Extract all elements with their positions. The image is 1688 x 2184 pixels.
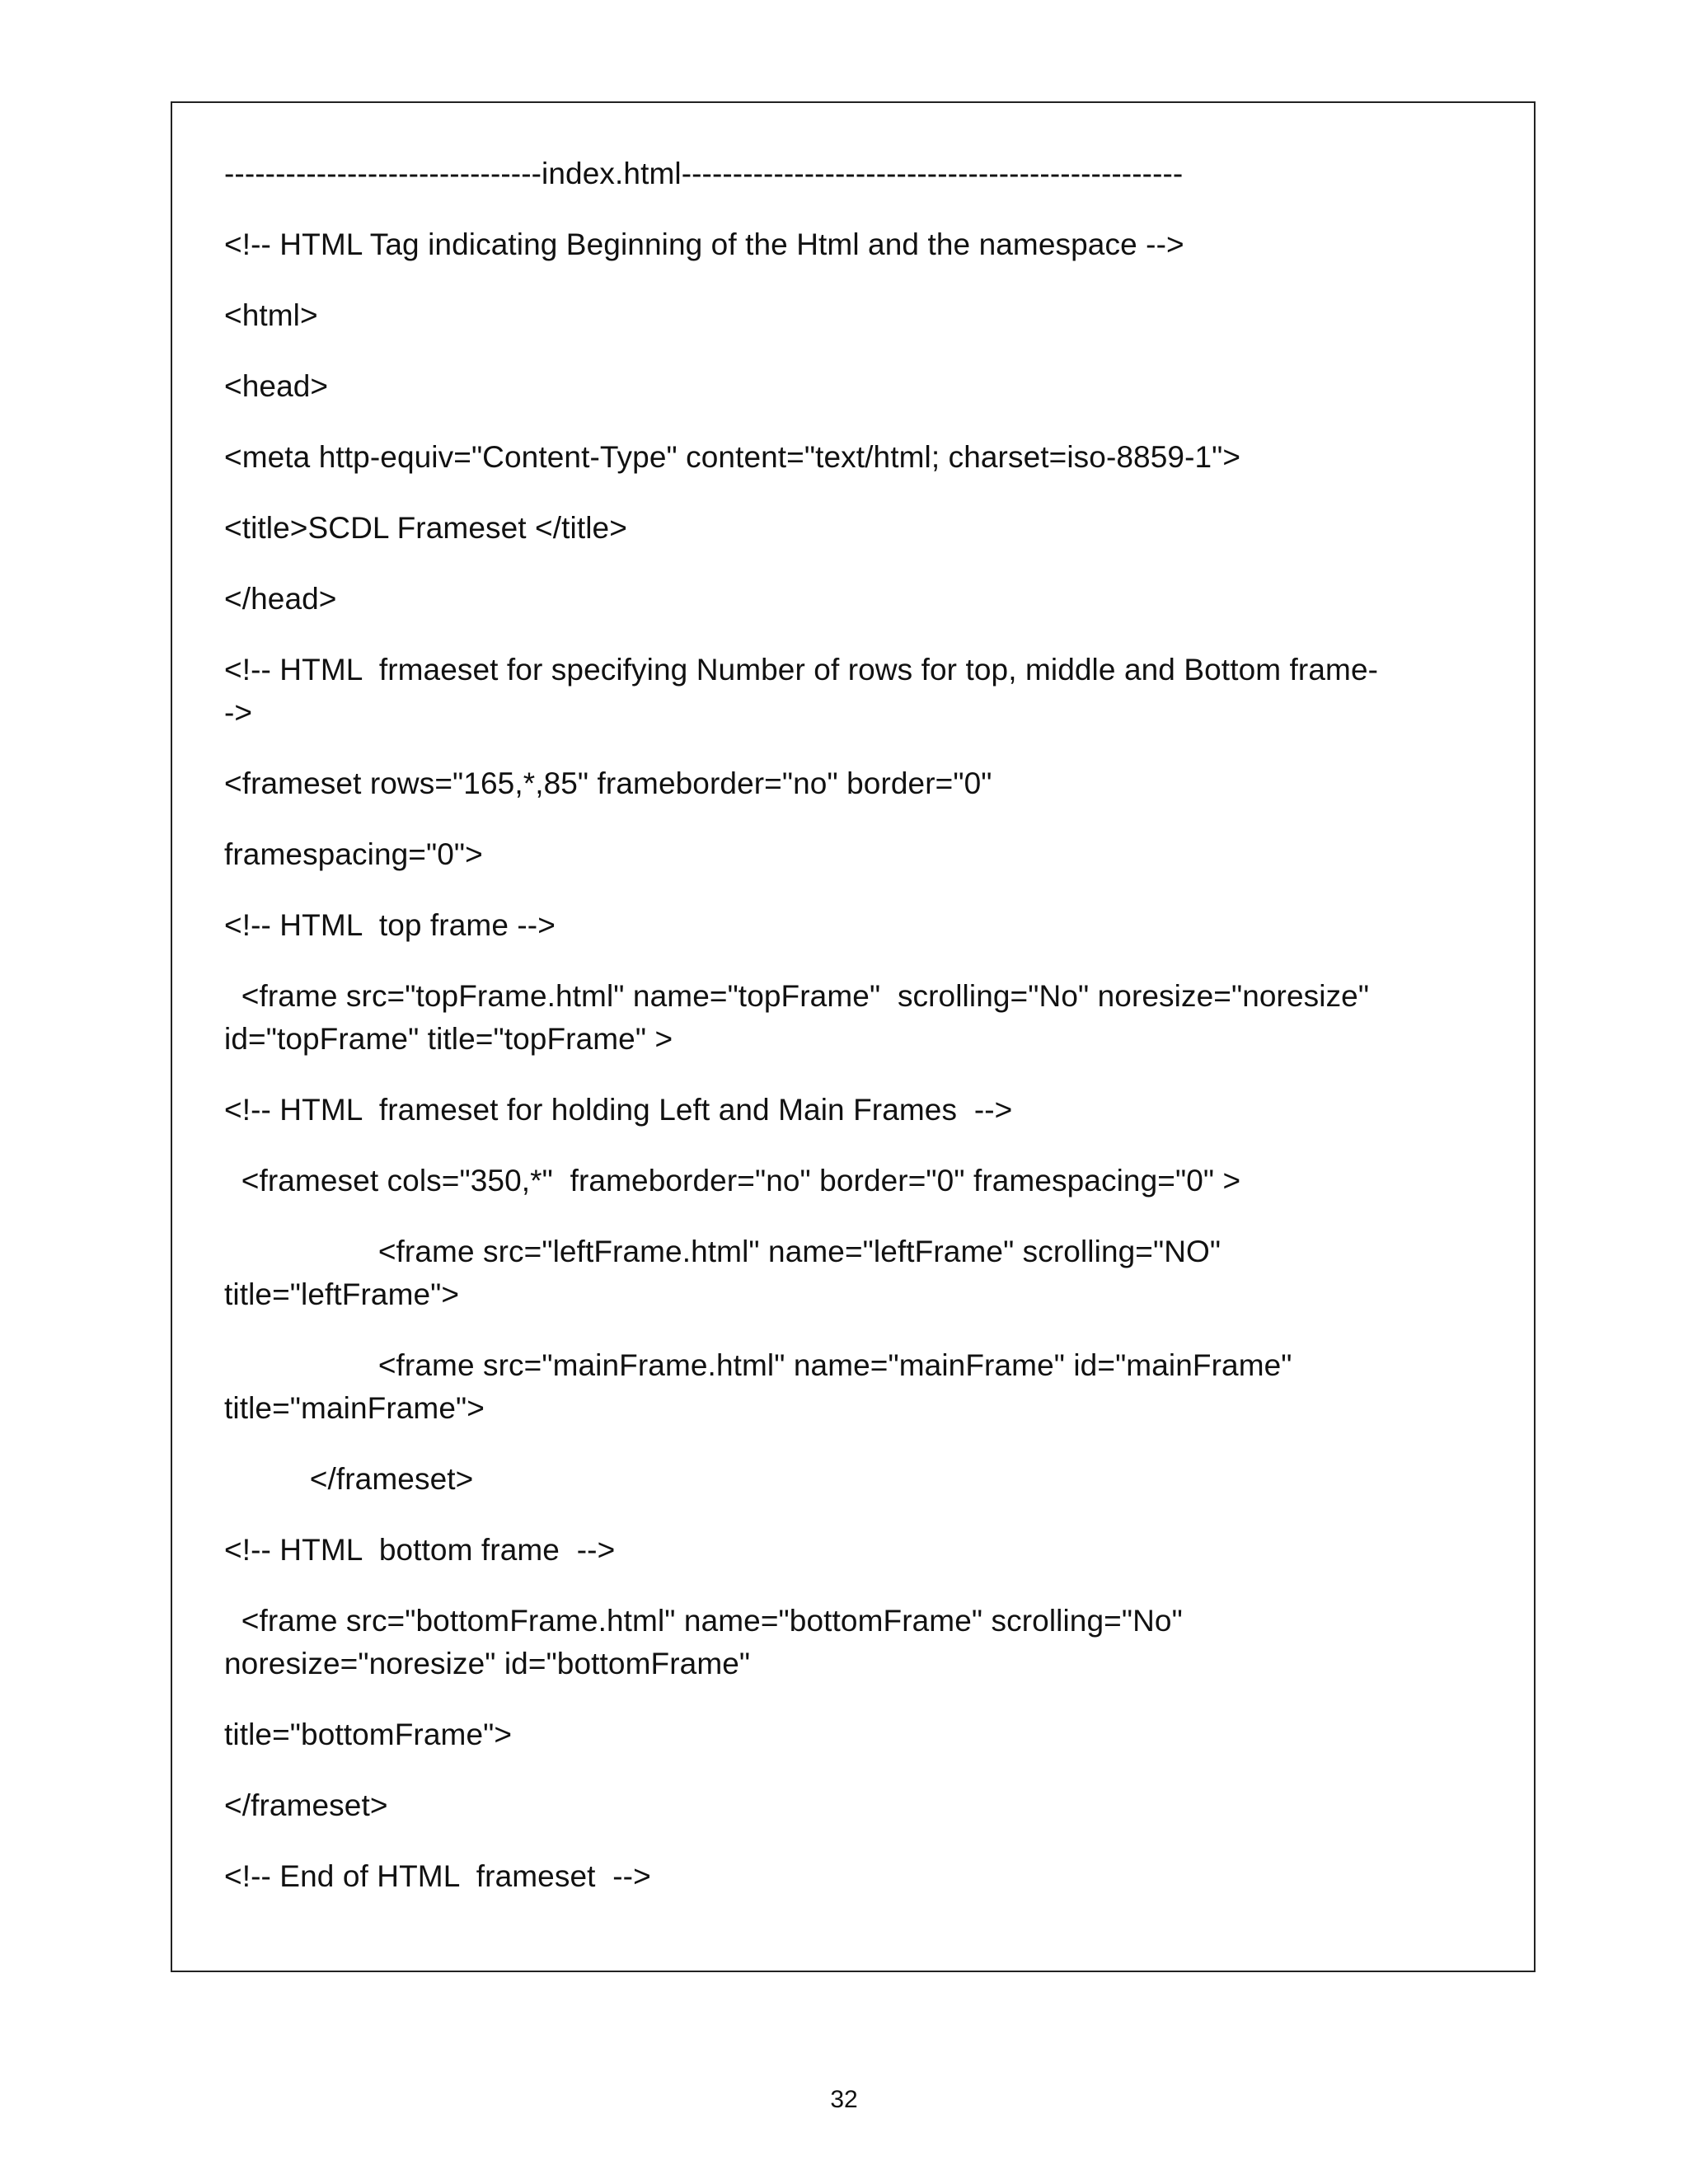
code-line: <!-- HTML frameset for holding Left and Main Frames --> [224,1093,1013,1127]
code-line: </frameset> [224,1462,474,1496]
code-line: <!-- HTML frmaeset for specifying Number of rows for top, middle and Bottom frame- [224,653,1379,687]
code-line: -> [224,696,253,729]
code-line: title="mainFrame"> [224,1391,485,1425]
page-number: 32 [830,2086,858,2113]
code-line: <!-- HTML Tag indicating Beginning of the Html and the namespace --> [224,227,1184,261]
code-line: </head> [224,582,337,616]
code-line: id="topFrame" title="topFrame" > [224,1022,673,1056]
code-line: framespacing="0"> [224,837,483,871]
code-line: title="bottomFrame"> [224,1718,513,1751]
code-listing-box [171,101,1536,1972]
code-line: <frame src="bottomFrame.html" name="bottomFrame" scrolling="No" [224,1604,1183,1638]
code-line: <frameset cols="350,*" frameborder="no" border="0" framespacing="0" > [224,1164,1241,1197]
code-line: <!-- HTML top frame --> [224,908,556,942]
code-line: <html> [224,298,318,332]
code-line: title="leftFrame"> [224,1277,460,1311]
code-line: <meta http-equiv="Content-Type" content="text/html; charset=iso-8859-1"> [224,440,1241,474]
code-line: <!-- HTML bottom frame --> [224,1533,616,1567]
code-line: -------------------------------index.html------------------------------------------------- [224,157,1184,190]
code-line: </frameset> [224,1788,388,1822]
code-line: <frame src="mainFrame.html" name="mainFrame" id="mainFrame" [224,1348,1292,1382]
code-line: <frame src="leftFrame.html" name="leftFrame" scrolling="NO" [224,1235,1221,1268]
code-line: <frame src="topFrame.html" name="topFrame" scrolling="No" noresize="noresize" [224,979,1370,1013]
code-line: <title>SCDL Frameset </title> [224,511,627,545]
code-line: <head> [224,369,329,403]
code-line: noresize="noresize" id="bottomFrame" [224,1647,751,1680]
code-line: <!-- End of HTML frameset --> [224,1859,651,1893]
code-line: <frameset rows="165,*,85" frameborder="no" border="0" [224,766,992,800]
